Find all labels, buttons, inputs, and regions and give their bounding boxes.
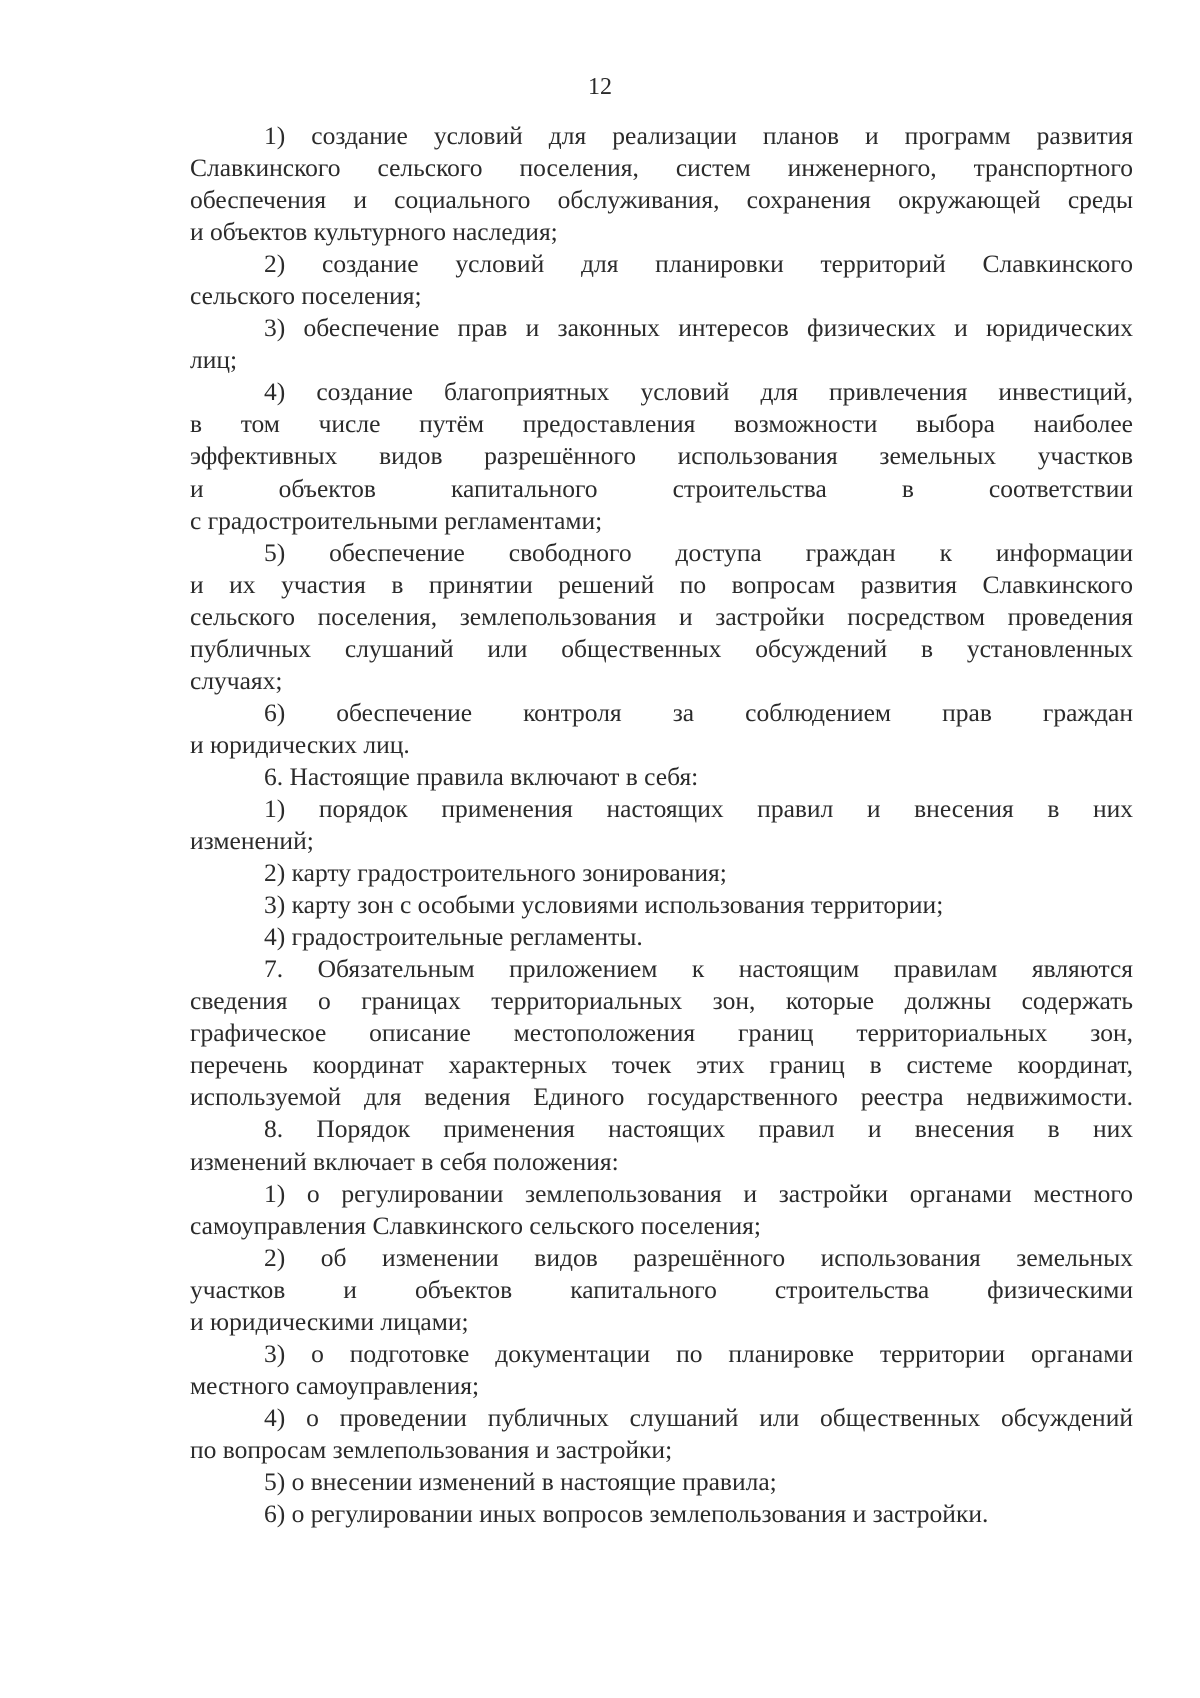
text-line: по вопросам землепользования и застройки; (190, 1434, 673, 1464)
text-line: используемой для ведения Единого государственного реестра недвижимости. (190, 1082, 1133, 1112)
text-line: 2) карту градостроительного зонирования; (264, 858, 727, 888)
text-line: и объектов культурного наследия; (190, 217, 558, 247)
text-line: обеспечения и социального обслуживания, сохранения окружающей среды (190, 185, 1133, 215)
text-line: 3) карту зон с особыми условиями использования территории; (264, 890, 944, 920)
text-line: 1) создание условий для реализации планов и программ развития (264, 121, 1133, 150)
text-line: 6) о регулировании иных вопросов землепользования и застройки. (264, 1499, 989, 1529)
text-line: эффективных видов разрешённого использования земельных участков (190, 441, 1133, 471)
text-line: 4) создание благоприятных условий для привлечения инвестиций, (264, 377, 1133, 407)
text-line: изменений включает в себя положения: (190, 1146, 619, 1176)
text-line: 1) о регулировании землепользования и застройки органами местного (264, 1178, 1133, 1208)
text-line: лиц; (190, 345, 238, 375)
text-line: сельского поселения; (190, 281, 422, 311)
text-line: случаях; (190, 665, 283, 695)
text-line: в том числе путём предоставления возможности выбора наиболее (190, 409, 1133, 439)
text-line: 4) градостроительные регламенты. (264, 922, 643, 952)
document-body (190, 120, 1133, 1530)
text-line: участков и объектов капитального строительства физическими (190, 1274, 1133, 1304)
text-line: 8. Порядок применения настоящих правил и внесения в них (264, 1114, 1133, 1144)
text-line: сведения о границах территориальных зон, которые должны содержать (190, 986, 1133, 1016)
text-line: 1) порядок применения настоящих правил и внесения в них (264, 793, 1133, 823)
text-line: 6. Настоящие правила включают в себя: (264, 761, 699, 791)
text-line: с градостроительными регламентами; (190, 505, 603, 535)
text-line: изменений; (190, 826, 314, 856)
text-line: 5) о внесении изменений в настоящие правила; (264, 1466, 777, 1496)
text-line: 6) обеспечение контроля за соблюдением прав граждан (264, 697, 1133, 727)
text-line: графическое описание местоположения границ территориальных зон, (190, 1018, 1133, 1048)
text-line: 3) обеспечение прав и законных интересов физических и юридических (264, 313, 1133, 343)
text-line: и юридических лиц. (190, 729, 410, 759)
text-line: 2) об изменении видов разрешённого использования земельных (264, 1242, 1133, 1272)
text-line: 3) о подготовке документации по планировке территории органами (264, 1338, 1133, 1368)
text-line: и их участия в принятии решений по вопросам развития Славкинского (190, 569, 1133, 599)
text-line: 2) создание условий для планировки территорий Славкинского (264, 249, 1133, 279)
text-line: перечень координат характерных точек этих границ в системе координат, (190, 1050, 1133, 1080)
text-line: 4) о проведении публичных слушаний или общественных обсуждений (264, 1402, 1133, 1432)
text-line: сельского поселения, землепользования и застройки посредством проведения (190, 601, 1133, 631)
text-line: самоуправления Славкинского сельского поселения; (190, 1210, 761, 1240)
text-line: Славкинского сельского поселения, систем инженерного, транспортного (190, 153, 1133, 183)
text-line: публичных слушаний или общественных обсуждений в установленных (190, 633, 1133, 663)
text-line: 7. Обязательным приложением к настоящим правилам являются (264, 954, 1133, 984)
text-line: 5) обеспечение свободного доступа граждан к информации (264, 537, 1133, 567)
page-number: 12 (588, 74, 612, 100)
text-line: местного самоуправления; (190, 1370, 480, 1400)
text-line: и объектов капитального строительства в соответствии (190, 473, 1133, 503)
text-line: и юридическими лицами; (190, 1306, 469, 1336)
